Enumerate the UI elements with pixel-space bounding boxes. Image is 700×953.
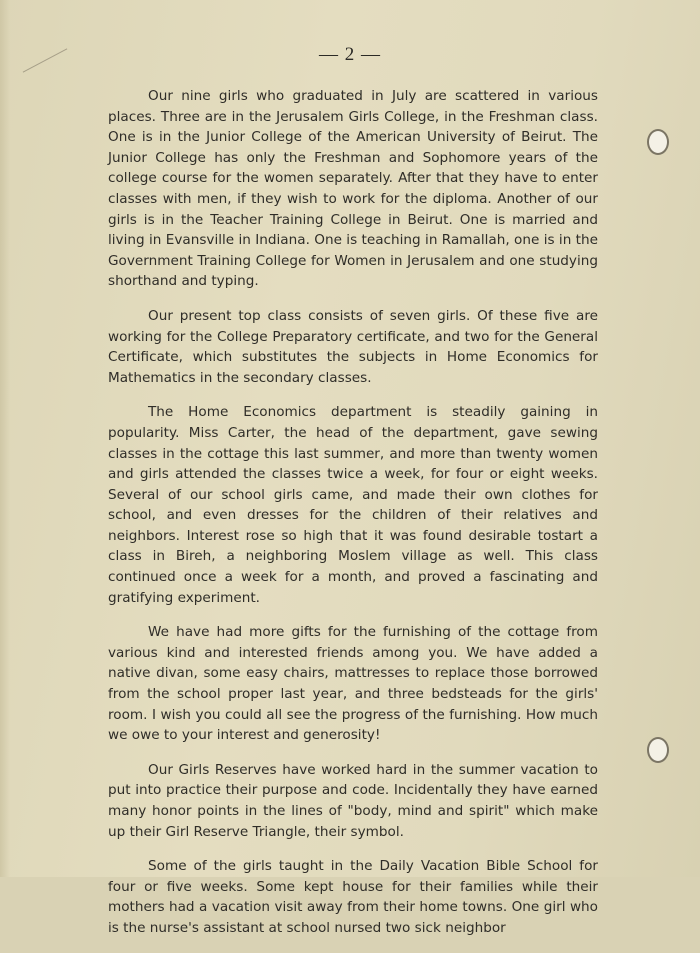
paragraph-home-economics: The Home Economics department is steadily gaining in popularity. Miss Carter, the head of the department, gave sewing classes in the cottage this last summer, and more than twenty women and girls attended the classes twice a week, for four or eight weeks. Several of our school girls came, and made their own clothes for school, and even dresses for the children of their relatives and neighbors. Interest rose so high that it was found desirable tostart a class in Bireh, a neighboring Moslem village as well. This class continued once a week for a month, and proved a fascinating and gratifying experiment. — [108, 404, 598, 606]
punch-hole-top — [647, 129, 669, 155]
paragraph-girl-reserves: Our Girls Reserves have worked hard in the summer vacation to put into practice their purpose and code. Incidentally they have earned many honor points in the lines of "body, mind and spirit" which make up their Girl Reserve Triangle, their symbol. — [108, 761, 598, 840]
paragraph-vacation-bible-school: Some of the girls taught in the Daily Vacation Bible School for four or five weeks. Some kept house for their families while their mothers had a vacation visit away from their home towns. One girl who is the nurse's assistant at school nursed two sick neighbor — [108, 858, 598, 936]
body-text — [108, 86, 598, 953]
paragraph-graduates: Our nine girls who graduated in July are scattered in various places. Three are in the Jerusalem Girls College, in the Freshman class. One is in the Junior College of the American University of Beirut. The Junior College has only the Freshman and Sophomore years of the college course for the women separately. After that they have to enter classes with men, if they wish to work for the diploma. Another of our girls is in the Teacher Training College in Beirut. One is married and living in Evansville in Indiana. One is teaching in Ramallah, one is in the Government Training College for Women in Jerusalem and one studying shorthand and typing. — [108, 88, 598, 290]
paragraph-cottage-gifts: We have had more gifts for the furnishing of the cottage from various kind and interested friends among you. We have added a native divan, some easy chairs, mattresses to replace those borrowed from the school proper last year, and three bedsteads for the girls' room. I wish you could all see the progress of the furnishing. How much we owe to your interest and generosity! — [108, 624, 598, 744]
page-number: — 2 — — [319, 44, 381, 65]
paragraph-top-class: Our present top class consists of seven girls. Of these five are working for the College Preparatory certificate, and two for the General Certificate, which substitutes the subjects in Home Economics for Mathematics in the secondary classes. — [108, 307, 598, 386]
punch-hole-bottom — [647, 737, 669, 763]
page-edge-shadow — [0, 0, 10, 877]
